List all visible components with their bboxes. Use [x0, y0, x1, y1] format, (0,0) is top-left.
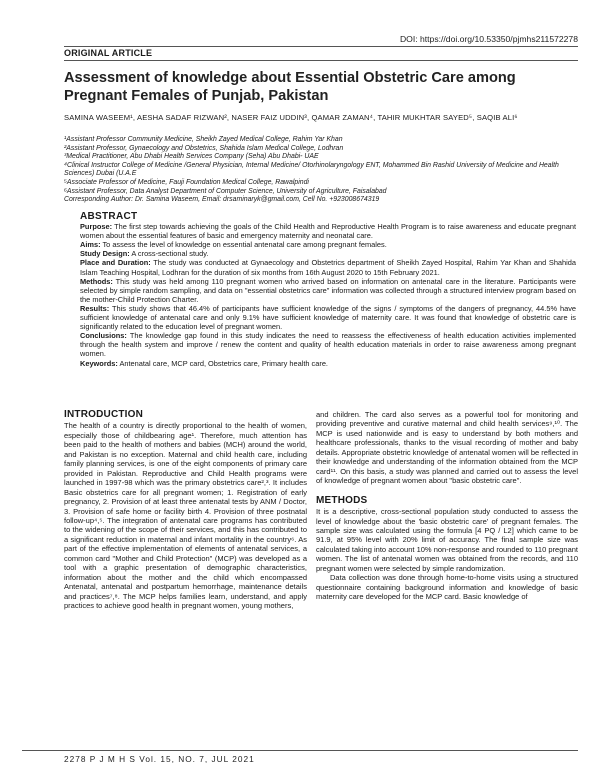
methods-paragraph-1: It is a descriptive, cross-sectional population study conducted to assess the level of knowledge about the 'basic obstetric care' of pregnant females. The sample size was calculated using the formula [4 PQ / L2] which came to be 91.9, at 95% level with 20% limit of accuracy. The final sample size was calculated taking into account 10% non-response and rounded to 110 pregnant women. The list of antenatal women was obtained from the records, and 110 pregnant women were selected by simple randomization.: [316, 507, 578, 573]
abstract-methods: [80, 277, 576, 304]
abstract-design: [80, 249, 576, 258]
abstract-purpose: [80, 222, 576, 240]
methods-label: Methods:: [80, 276, 113, 286]
affiliation-1: ¹Assistant Professor Community Medicine, Sheikh Zayed Medical College, Rahim Yar Khan: [64, 136, 343, 143]
corresponding-author: Corresponding Author: Dr. Samina Waseem, Email: drsaminaryk@gmail.com, Cell No. +923008674319: [64, 196, 380, 204]
design-text: A cross-sectional study.: [131, 249, 209, 259]
aims-text: To assess the level of knowledge on essential antenatal care among pregnant females.: [102, 240, 387, 250]
abstract-conclusions: [80, 331, 576, 358]
results-text: This study shows that 46.4% of participants have sufficient knowledge of the signs / symptoms of the dangers of pregnancy, 44.5% have sufficient knowledge of antenatal care and only 9.1% have sufficient knowledge of maternity care. It was found that knowledge of obstetric care is significantly related to the education level of pregnant women.: [80, 303, 576, 332]
methods-heading: METHODS: [316, 494, 368, 506]
affiliations: [64, 136, 578, 205]
purpose-text: The first step towards achieving the goals of the Child Health and Reproductive Health Program is to raise awareness and educate pregnant women about the essential features of basic and emergency maternity and neonatal care.: [80, 222, 576, 241]
right-column: [316, 410, 578, 602]
place-label: Place and Duration:: [80, 258, 151, 268]
conclusions-text: The knowledge gap found in this study indicates the need to reassess the effectiveness of health education activities implemented through the health system and improve / renew the content and quality of health education materials in order to raise awareness among pregnant women.: [80, 331, 576, 359]
affiliation-5: ⁵Associate Professor of Medicine, Fauji Foundation Medical College, Rawalpindi: [64, 178, 309, 186]
affiliation-6: ⁶Assistant Professor, Data Analyst Department of Computer Science, University of Agriculture, Faisalabad: [64, 187, 387, 195]
abstract-place: [80, 258, 576, 276]
affiliation-4: ⁴Clinical Instructor College of Medicine /General Physician, Internal Medicine/ Otorhinolaryngology ENT, Mohammed Bin Rashid University of Medicine and Health Sciences) Dubai (U.A.E: [64, 161, 559, 178]
doi-link[interactable]: DOI: https://doi.org/10.53350/pjmhs211572278: [399, 34, 578, 44]
introduction-paragraph-2: and children. The card also serves as a powerful tool for monitoring and providing preventive and curative maternal and child health services⁹,¹⁰. The MCP is used nationwide and is easy to understand by both mothers and healthcare professionals, thanks to the visual recording of mother and baby details. Appropriate obstetric knowledge of antenatal women will be reflected in their knowledge and understanding of the information obtained from the MCP card¹¹. On this basis, a study was planned and carried out to assess the level of knowledge of pregnant women about "basic obstetric care".: [316, 410, 578, 486]
place-text: The study was conducted at Gynaecology and Obstetrics department of Sheikh Zayed Hospital, Rahim Yar Khan and Shahida Islam Teaching Hospital, Lodhran for the duration of six months from 16th August 2020 to 15th February 2021.: [80, 258, 577, 277]
keywords-text: Antenatal care, MCP card, Obstetrics care, Primary health care.: [119, 358, 328, 368]
author-list: SAMINA WASEEM¹, AESHA SADAF RIZWAN², NASER FAIZ UDDIN³, QAMAR ZAMAN⁴, TAHIR MUKHTAR SAYED⁵, SAQIB ALI⁶: [64, 113, 518, 122]
footer-rule: [22, 750, 578, 751]
header-rule-lower: [64, 60, 578, 61]
abstract-keywords: [80, 359, 576, 368]
methods-text: This study was held among 110 pregnant women who arrived based on information on antenatal care in the literature. Participants were selected by simple random sampling, and data on "essential obstetrics care" information was collected through a structured interview program based on the mother-Child Protection Charter.: [80, 276, 577, 304]
left-column: [64, 410, 307, 611]
paper-title: Assessment of knowledge about Essential Obstetric Care among Pregnant Females of Punjab, Pakistan: [64, 70, 516, 104]
abstract-section: [80, 212, 576, 368]
introduction-paragraph-1: The health of a country is directly proportional to the health of women, especially those of childbearing age¹. Therefore, much attention has been paid to the health of mothers and babies (MCH) around the world, and Pakistan is no exception. Maternal and child health care, including family planning services, is one of the eight components of primary care provided in Pakistan. Reproductive and Child Health programs were launched in 1997-98 which was the primary obstetrics care²,³. It includes Basic obstetrics care for all pregnant women; 1. Registration of early pregnancy, 2. Provision of at least three antenatal tests by ANM / Doctor, 3. Provision of safe home or facility birth 4. Provision of three postnatal follow-up⁴,⁵. The integration of antenatal care programs has contributed to the widening of the scope of their services, and this has contributed to a significant reduction in maternal and infant mortality in the country⁶. As part of the effective implementation of elements of antenatal services, a common card "Mother and Child Protection" (MCP) was developed as a tool with a graphic presentation of demographic characteristics, information about the mother and the child which encompassed Antenatal, antenatal and postpartum hemorrhage, maintenance details and practices⁷,⁸. The MCP helps families learn, understand, and apply practices to achieve good health in pregnant women, young mothers,: [64, 421, 307, 611]
introduction-heading: INTRODUCTION: [64, 409, 144, 420]
aims-label: Aims:: [80, 240, 101, 250]
page-footer: 2278 P J M H S Vol. 15, NO. 7, JUL 2021: [64, 754, 255, 764]
conclusions-label: Conclusions:: [80, 331, 127, 341]
abstract-results: [80, 304, 576, 331]
keywords-label: Keywords:: [80, 358, 118, 368]
results-label: Results:: [80, 303, 110, 313]
affiliation-3: ³Medical Practitioner, Abu Dhabi Health Services Company (Seha) Abu Dhabi- UAE: [64, 153, 319, 161]
methods-paragraph-2: Data collection was done through home-to-home visits using a structured questionnaire containing background information and knowledge of basic maternity care developed for the MCP card. Basic knowledge of: [316, 573, 578, 602]
article-type: ORIGINAL ARTICLE: [64, 48, 153, 58]
affiliation-2: ²Assistant Professor, Gynaecology and Obstetrics, Shahida Islam Medical College, Lodhran: [64, 144, 344, 152]
abstract-heading: ABSTRACT: [80, 211, 138, 222]
design-label: Study Design:: [80, 249, 130, 259]
purpose-label: Purpose:: [80, 222, 113, 232]
header-rule: [64, 46, 578, 47]
abstract-aims: [80, 240, 576, 249]
